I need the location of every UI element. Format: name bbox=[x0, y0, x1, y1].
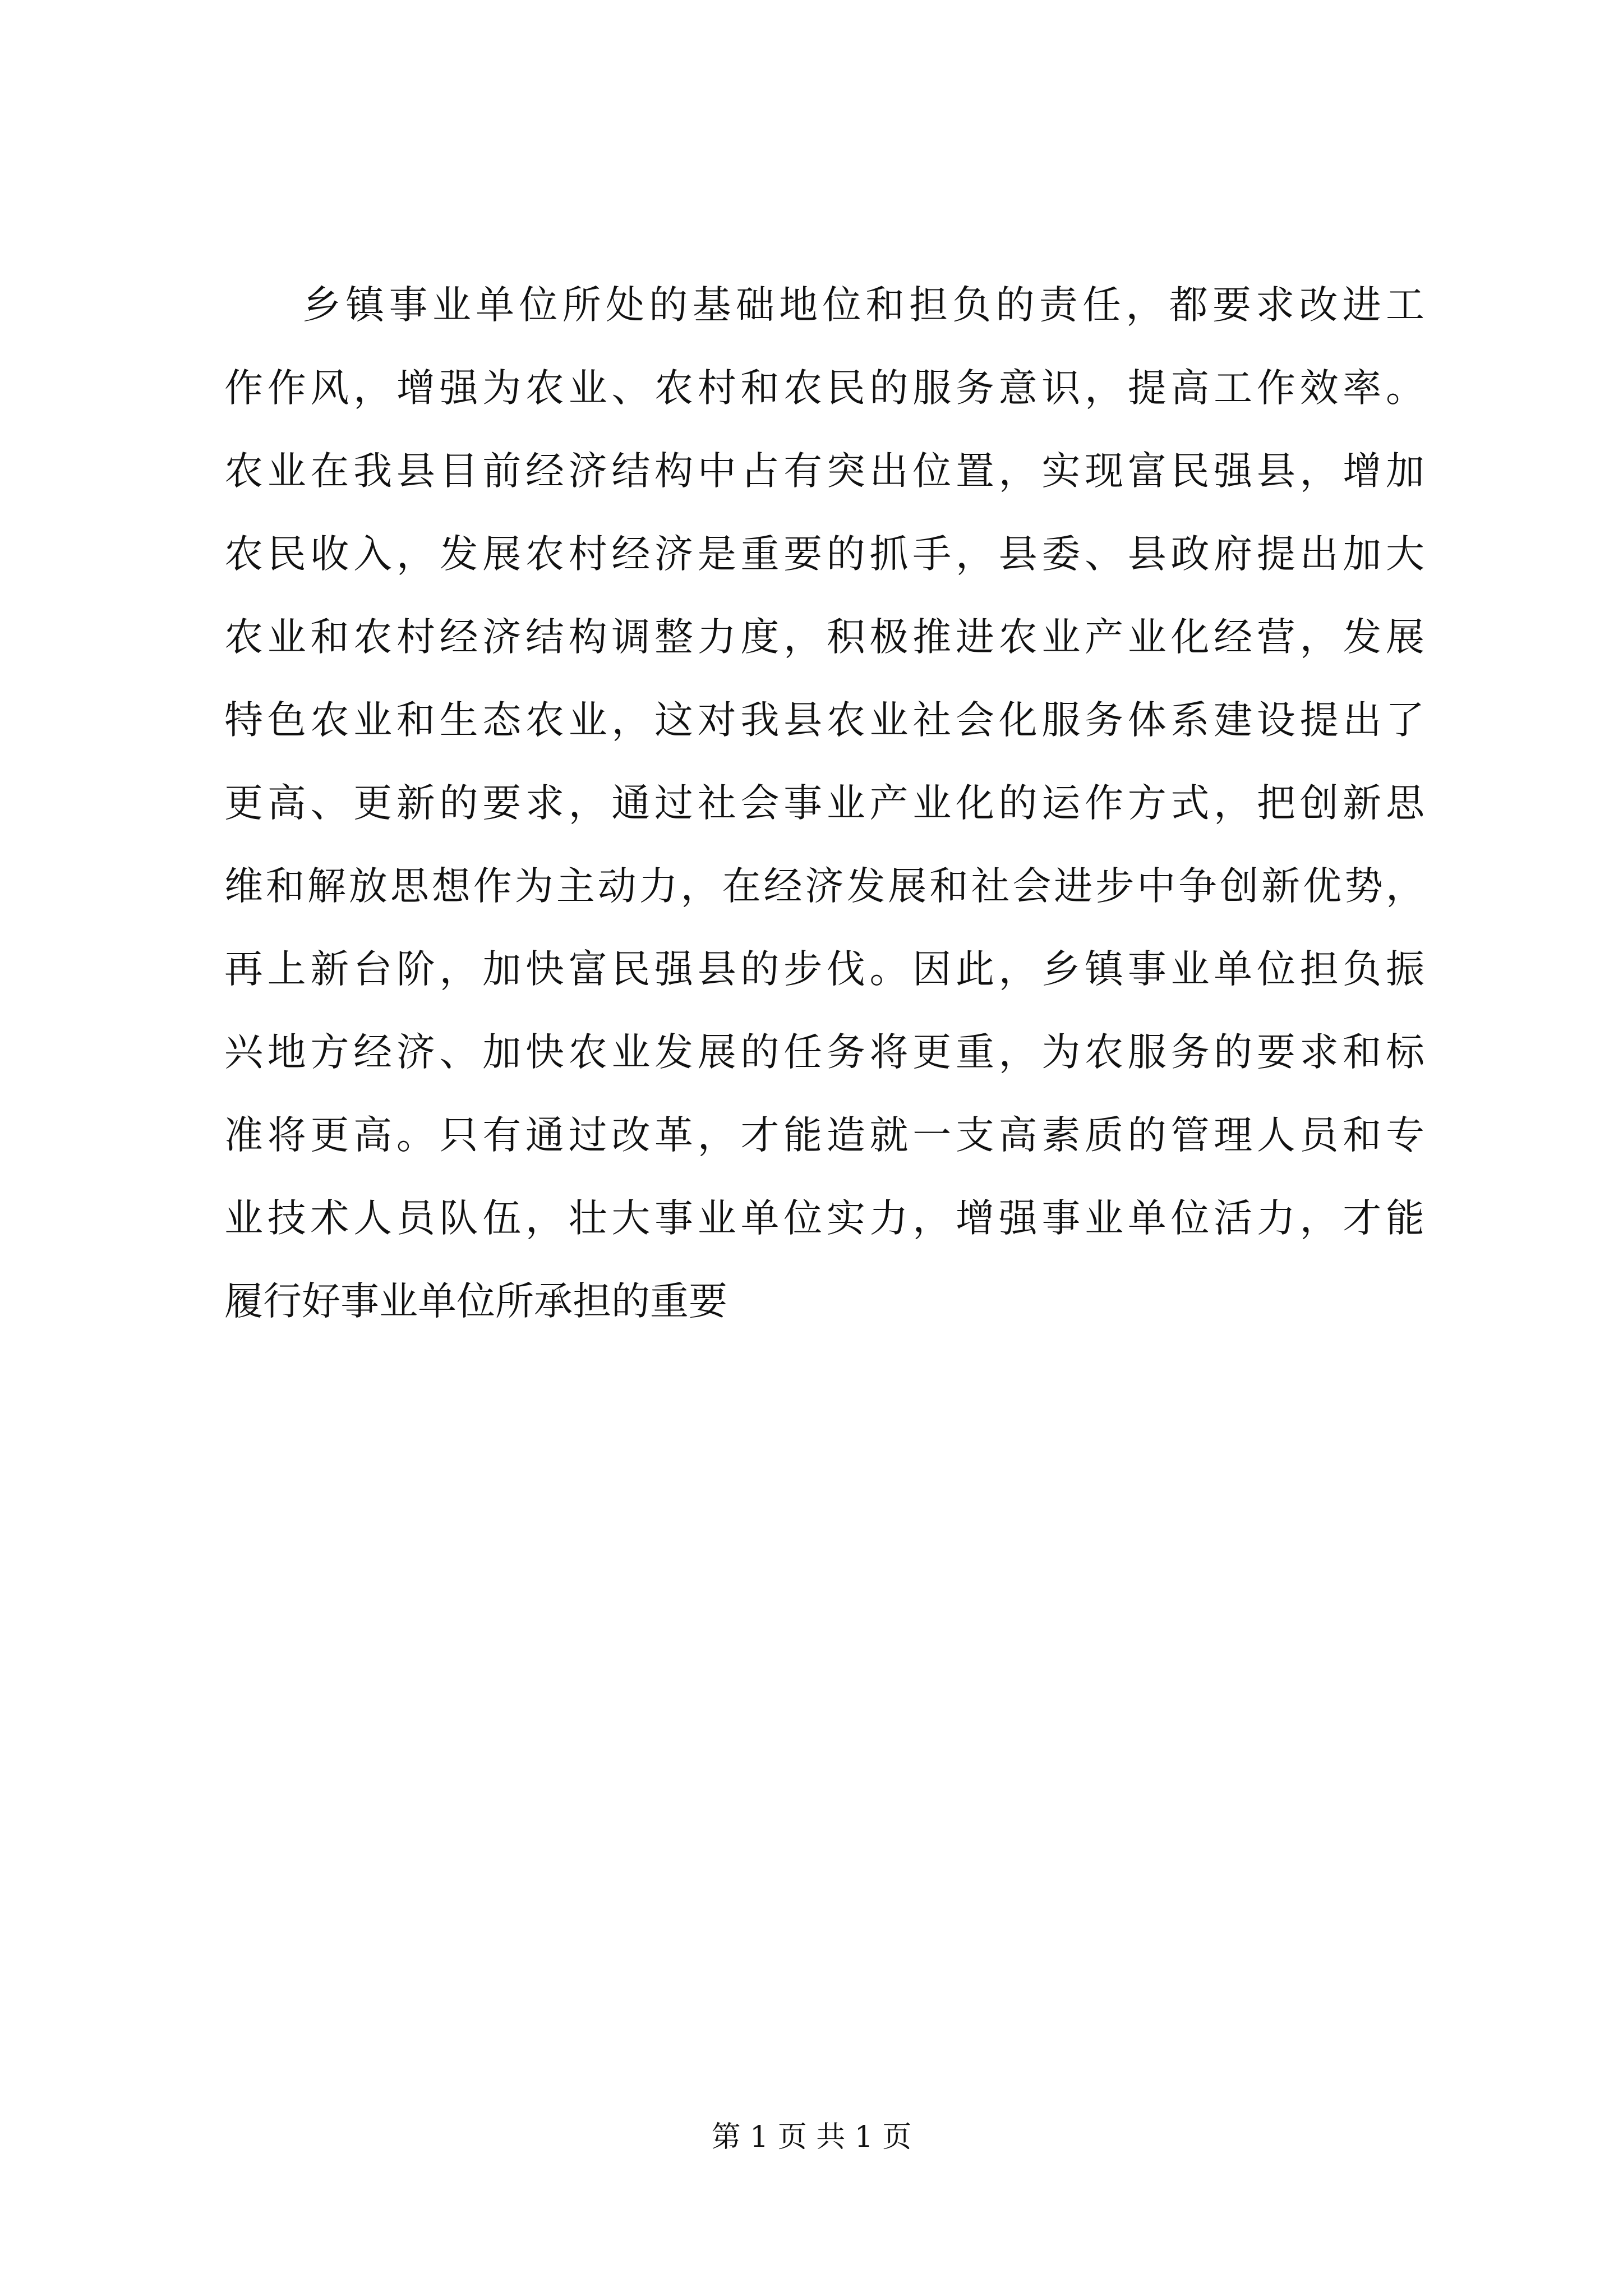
body-paragraph bbox=[224, 264, 1424, 1343]
paragraph-line: 兴地方经济、加快农业发展的任务将更重，为农服务的要求和标 bbox=[224, 1030, 1424, 1075]
paragraph-line: 业技术人员队伍，壮大事业单位实力，增强事业单位活力，才能 bbox=[224, 1196, 1424, 1241]
paragraph-line: 作作风，增强为农业、农村和农民的服务意识，提高工作效率。 bbox=[224, 366, 1424, 411]
paragraph-line: 农业和农村经济结构调整力度，积极推进农业产业化经营，发展 bbox=[224, 615, 1424, 660]
paragraph-line: 特色农业和生态农业，这对我县农业社会化服务体系建设提出了 bbox=[224, 698, 1424, 743]
paragraph-line: 农业在我县目前经济结构中占有突出位置，实现富民强县，增加 bbox=[224, 449, 1424, 494]
paragraph-line: 农民收入，发展农村经济是重要的抓手，县委、县政府提出加大 bbox=[224, 532, 1424, 577]
paragraph-line: 更高、更新的要求，通过社会事业产业化的运作方式，把创新思 bbox=[224, 781, 1424, 826]
paragraph-line: 再上新台阶，加快富民强县的步伐。因此，乡镇事业单位担负振 bbox=[224, 947, 1424, 992]
paragraph-line: 维和解放思想作为主动力，在经济发展和社会进步中争创新优势， bbox=[224, 864, 1424, 909]
paragraph-line: 履行好事业单位所承担的重要 bbox=[224, 1279, 727, 1324]
paragraph-line: 乡镇事业单位所处的基础地位和担负的责任，都要求改进工 bbox=[302, 283, 1424, 328]
page-number-footer: 第 1 页 共 1 页 bbox=[711, 2120, 912, 2154]
paragraph-line: 准将更高。只有通过改革，才能造就一支高素质的管理人员和专 bbox=[224, 1113, 1424, 1158]
